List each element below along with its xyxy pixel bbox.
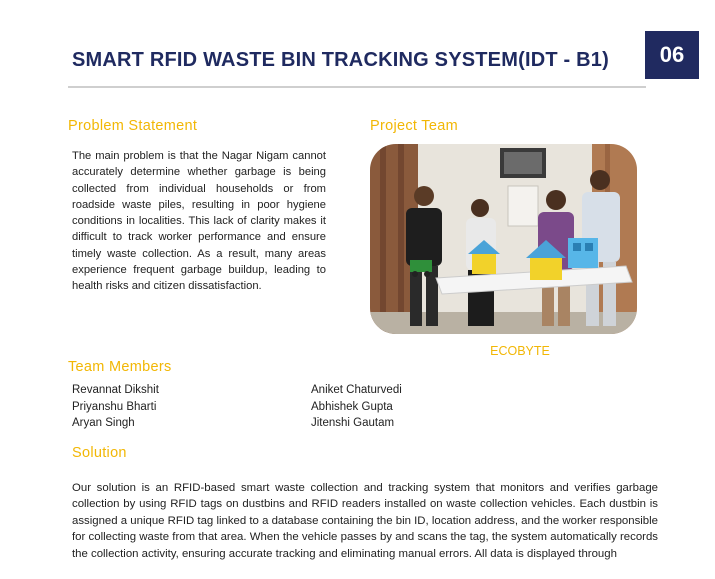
team-name-caption: ECOBYTE bbox=[490, 344, 550, 358]
solution-heading: Solution bbox=[72, 445, 127, 461]
title-divider bbox=[68, 86, 646, 88]
project-team-heading: Project Team bbox=[370, 118, 458, 134]
team-member-name: Priyanshu Bharti bbox=[72, 400, 157, 413]
team-member-name: Abhishek Gupta bbox=[311, 400, 393, 413]
team-member-name: Aniket Chaturvedi bbox=[311, 384, 402, 396]
team-members-heading: Team Members bbox=[68, 359, 172, 375]
team-members-right-column bbox=[311, 382, 402, 432]
team-members-left-column bbox=[72, 382, 159, 432]
team-photo-illustration bbox=[370, 144, 637, 334]
problem-statement-text: The main problem is that the Nagar Nigam cannot accurately determine whether garbage is being collected from individual households or from roadside waste piles, resulting in poor hygiene conditions in localities. This lack of clarity makes it difficult to track worker performance and ensure timely waste collection. As a result, many areas experience frequent garbage buildup, leading to health risks and citizen dissatisfaction. bbox=[72, 150, 326, 293]
page-title: SMART RFID WASTE BIN TRACKING SYSTEM(IDT - B1) bbox=[72, 49, 609, 71]
team-photo bbox=[370, 144, 637, 334]
team-member-name: Revannat Dikshit bbox=[72, 384, 159, 396]
team-member-name: Aryan Singh bbox=[72, 417, 135, 429]
team-member-name: Jitenshi Gautam bbox=[311, 417, 395, 429]
solution-text: Our solution is an RFID-based smart waste collection and tracking system that monitors and verifies garbage collection by using RFID tags on dustbins and RFID readers installed on waste collection vehicles. Each dustbin is assigned a unique RFID tag linked to a database containing the bin ID, location address, and the worker responsible for collecting waste from that area. When the vehicle passes by and scans the tag, the system automatically records the collection activity, ensuring accurate tracking and eliminating manual errors. All data is displayed through bbox=[72, 482, 658, 560]
problem-statement-heading: Problem Statement bbox=[68, 118, 198, 134]
page-number-badge: 06 bbox=[645, 31, 699, 79]
